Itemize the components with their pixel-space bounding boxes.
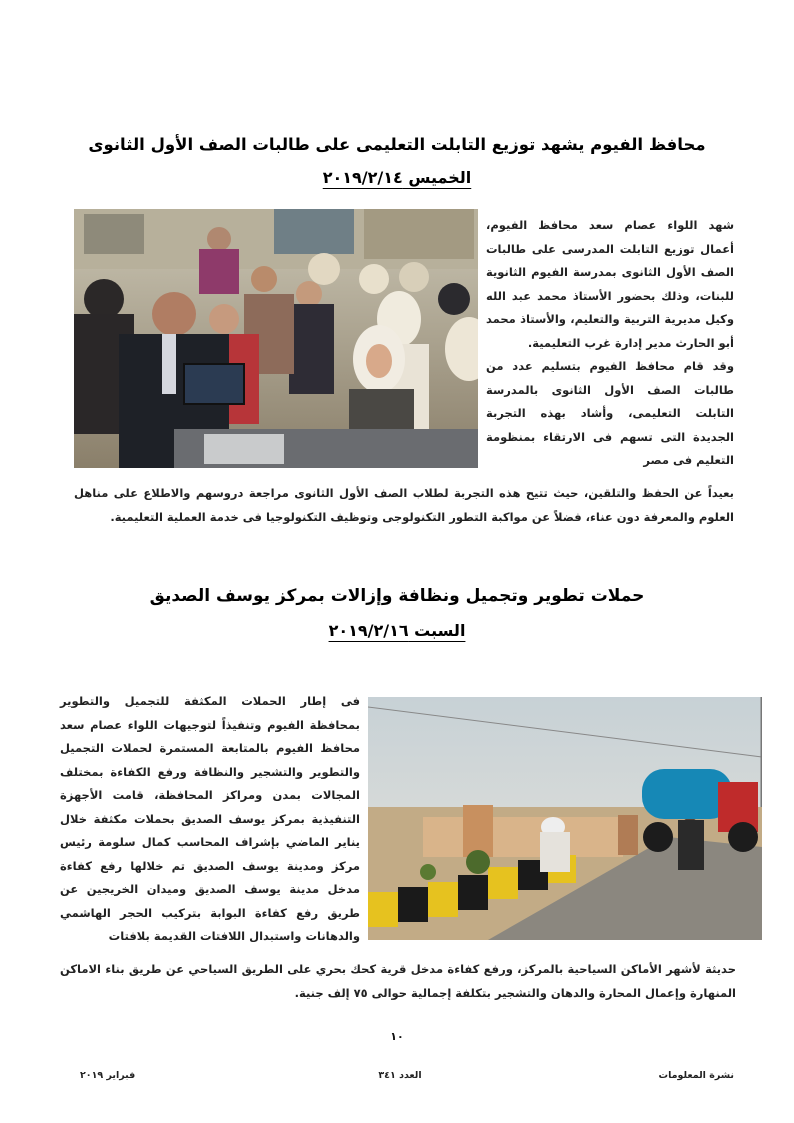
article1-paragraph-2: وقد قام محافظ الفيوم بتسليم عدد من طالبات الصف الأول الثانوى بالمدرسة التابلت التعليمى، وأشاد بهذه التجربة الجديدة التى تسهم فى الارتقاء بمنظومة التعليم فى مصر <box>486 359 734 467</box>
article2-paragraph-2: حديثة لأشهر الأماكن السياحية بالمركز، ورفع كفاءة مدخل قرية كحك بحري على الطريق السياحي عن طريق بناء الاماكن المنهارة وإعمال المحارة والدهان والتشجير بتكلفة إجمالية حوالى ٧٥ إلف جنية. <box>60 962 736 1000</box>
tablet-distribution-photo <box>74 209 478 468</box>
article2-paragraph-1: فى إطار الحملات المكثفة للتجميل والتطوير بمحافظة الفيوم وتنفيذاً لتوجيهات اللواء عصام سعد محافظ الفيوم بالمتابعة المستمرة لحملات التجميل والتطوير والتشجير والنظافة ورفع الكفاءة بمختلف المجالات بمدن ومراكز المحافظة، قامت الأجهزة التنفيذية بمركز يوسف الصديق بحملات مكثفة خلال يناير الماضي بإشراف المحاسب كمال سلومة رئيس مركز ومدينة يوسف الصديق تم خلالها رفع كفاءة مدخل مدينة يوسف الصديق وميدان الخريجين عن طريق رفع كفاءة البوابة بتركيب الحجر الهاشمي والدهانات واستبدال اللافتات القديمة بلافتات <box>60 694 360 943</box>
article2-title: حملات تطوير وتجميل ونظافة وإزالات بمركز يوسف الصديق <box>149 586 645 606</box>
article1-paragraph-1: شهد اللواء عصام سعد محافظ الفيوم، أعمال توزيع التابلت المدرسى على طالبات الصف الأول الثانوى بمدرسة الفيوم الثانوية للبنات، وذلك بحضور الأستاذ محمد عبد الله وكيل مديرية التربية والتعليم، والأستاذ محمد أبو الحارث مدير إدارة غرب التعليمية. <box>486 218 734 350</box>
footer-issue: العدد ٣٤١ <box>378 1070 422 1081</box>
article1-paragraph-3: بعيداً عن الحفظ والتلقين، حيث تتيح هذه التجربة لطلاب الصف الأول الثانوى مراجعة دروسهم والاطلاع على مناهل العلوم والمعرفة دون عناء، فضلاً عن مواكبة التطور التكنولوجى وتوظيف التكنولوجيا فى خدمة العملية التعليمية. <box>74 486 734 524</box>
article2-date: السبت ٢٠١٩/٢/١٦ <box>328 621 466 640</box>
article1-title: محافظ الفيوم يشهد توزيع التابلت التعليمى على طالبات الصف الأول الثانوى <box>88 135 706 154</box>
footer-month: فبراير ٢٠١٩ <box>80 1070 136 1081</box>
footer-publication: نشرة المعلومات <box>658 1070 734 1081</box>
article1-text-column <box>486 214 734 473</box>
road-works-photo <box>368 697 762 940</box>
page-number: ١٠ <box>390 1030 404 1043</box>
article1-date: الخميس ٢٠١٩/٢/١٤ <box>322 168 472 187</box>
